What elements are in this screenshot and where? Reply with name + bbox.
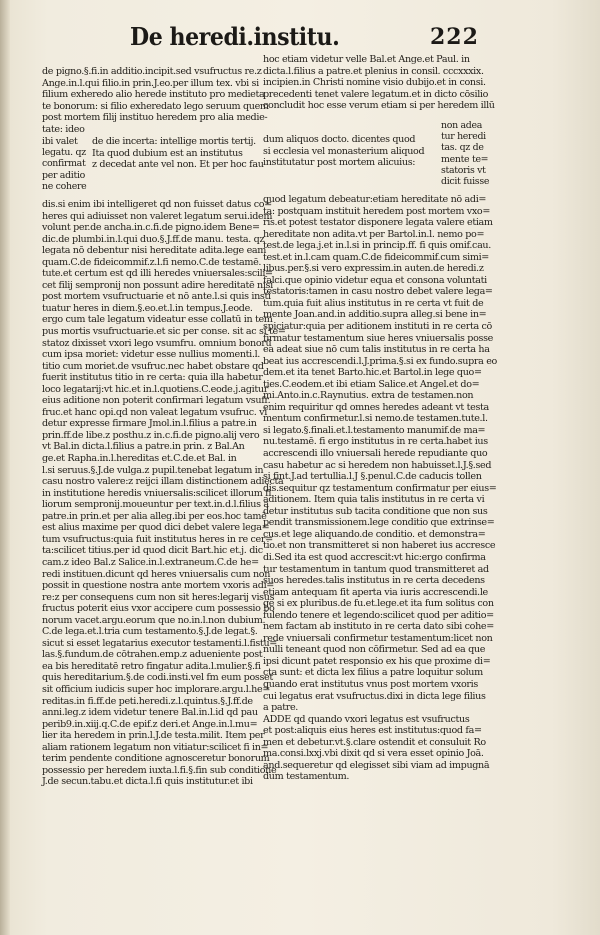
- left-line: C.de lega.et.l.tria cum testamento.§.J.de legat.§.: [42, 626, 258, 638]
- left-line: loco legatarij:vt hic.et in.l.quotiens.C.eode.j.agitur: [42, 383, 268, 395]
- left-line: ta:scilicet titius.per id quod dicit Bart.hic et.j. dic: [42, 545, 263, 557]
- right-line: dicta.l.filius a patre.et plenius in consil. cccxxxix.: [263, 65, 484, 77]
- left-margin-line: per aditio: [42, 169, 86, 181]
- left-line: prin.ff.de libe.z posthu.z in.c.fi.de pigno.alij vero: [42, 429, 260, 441]
- running-head: De heredi.institu.: [130, 22, 340, 51]
- left-line: Ange.in.l.qui filio.in prin.J.eo.per illum tex. vbi si: [42, 77, 259, 89]
- left-line: casu nostro valere:z reijci illam distinctionem adiecta: [42, 476, 284, 488]
- left-line: terim pendente conditione agnosceretur bonorum: [42, 753, 270, 765]
- page-header: [130, 22, 500, 58]
- right-line: men et debetur.vt.§.clare ostendit et consuluit Ro: [263, 736, 486, 748]
- left-line: possit in questione nostra ante mortem vxoris adi=: [42, 580, 274, 592]
- left-line: in institutione heredis vniuersalis:scilicet illorum fi: [42, 487, 272, 499]
- left-line: fuerit institutus titio in re certa: quia illa habetur: [42, 372, 263, 384]
- right-line: rede vniuersali confirmetur testamentum:licet non: [263, 632, 493, 644]
- left-line: fructus poterit eius vxor accipere cum possessio bo: [42, 603, 275, 615]
- left-line: las.§.fundum.de cōtrahen.emp.z adueniente post: [42, 649, 263, 661]
- right-line: detur institutus sub tacita conditione que non sus: [263, 505, 488, 517]
- right-line: cta sunt: et dicta lex filius a patre loquitur solum: [263, 667, 483, 679]
- left-side-line: de die incerta: intellige mortis tertij.: [92, 136, 256, 147]
- right-line: ea adeat siue nō cum talis institutus in re certa ha: [263, 344, 490, 356]
- right-side-line: dum aliquos docto. dicentes quod: [263, 134, 416, 145]
- left-line: pus mortis vsufructuarie.et sic per conse. sit ac si te=: [42, 326, 286, 338]
- left-side-line: Ita quod dubium est an institutus: [92, 147, 243, 159]
- left-line: tate: ideo: [42, 123, 85, 135]
- left-line: heres qui adiuisset non valeret legatum serui.idem: [42, 210, 273, 222]
- right-line: firmatur testamentum siue heres vniuersalis posse: [263, 332, 494, 344]
- left-side-line: z decedat ante vel non. Et per hoc fau: [92, 159, 264, 171]
- right-line: fulendo tenere et legendo:scilicet quod per aditio=: [263, 609, 494, 621]
- right-column-top: [263, 54, 495, 112]
- left-line: eius aditione non poterit confirmari legatum vsufr.: [42, 395, 271, 407]
- right-line: mente Joan.and.in additio.supra alleg.si bene in=: [263, 309, 487, 321]
- right-column-body: [263, 194, 497, 783]
- left-line: te bonorum: si filio exheredato lego seruum quem: [42, 100, 269, 112]
- left-line: quam.C.de fideicommif.z.l.fi nemo.C.de testamē.: [42, 256, 262, 268]
- left-line: anni.leg.z idem videtur tenere Bal.in.l.id qd pau: [42, 707, 258, 719]
- left-line: patre.in prin.et per alia alleg.ibi per eos.hoc tamē: [42, 510, 267, 522]
- right-side-line: institutatur post mortem alicuius:: [263, 157, 416, 169]
- right-line: si legato.§.finali.et.l.testamento manumif.de ma=: [263, 424, 486, 436]
- right-line: ma.consi.lxxj.vbi dixit qd si vera esset opinio Joā.: [263, 748, 484, 760]
- left-line: volunt per.de ancha.in.c.fi.de pigno.idem Bene=: [42, 222, 260, 234]
- right-line: test.et in.l.cam quam.C.de fideicommif.cum simi=: [263, 251, 489, 263]
- right-line: aditionem. Item quia talis institutus in re certa vi: [263, 494, 485, 506]
- left-line: ge.et Rapha.in.l.hereditas et.C.de.et Bal. in: [42, 453, 237, 465]
- right-line: nulli teneant quod non cōfirmetur. Sed ad ea que: [263, 644, 486, 656]
- left-column-top: [42, 66, 269, 135]
- right-line: tio.et non transmitteret si non haberet ius accresce: [263, 540, 496, 552]
- right-margin-line: statoris vt: [441, 164, 486, 176]
- right-line: ge si ex pluribus.de fu.et.lege.et ita fum solitus con: [263, 598, 494, 610]
- left-line: tum vsufructus:quia fuit institutus heres in re cer=: [42, 533, 273, 545]
- right-line: test.de lega.j.et in.l.si in princip.ff. fi quis omif.cau.: [263, 240, 491, 252]
- left-column-side-labels: [42, 136, 86, 192]
- right-line: a patre.: [263, 702, 298, 714]
- left-line: fruc.et hanc opi.qd non valeat legatum vsufruc. vi: [42, 406, 267, 418]
- left-line: dic.de plumbi.in.l.qui duo.§.J.ff.de manu. testa. qz: [42, 233, 265, 245]
- right-line: ties.C.eodem.et ibi etiam Salice.et Angel.et do=: [263, 378, 480, 390]
- left-line: filium exheredo alio herede instituto pro medieta: [42, 89, 265, 101]
- left-line: ergo cum tale legatum videatur esse collatū in tem: [42, 314, 273, 326]
- right-line: ipsi dicunt patet responsio ex his que proxime di=: [263, 655, 491, 667]
- left-line: perib9.in.xiij.q.C.de epif.z deri.et Ange.in.l.mu=: [42, 718, 258, 730]
- left-line: lier ita heredem in prin.l.J.de testa.milit. Item per: [42, 730, 265, 742]
- right-side-line: si ecclesia vel monasterium aliquod: [263, 145, 425, 157]
- left-line: J.de secun.tabu.et dicta.l.fi quis institutur.et ibi: [42, 776, 253, 788]
- left-line: cam.z ideo Bal.z Salice.in.l.extraneum.C.de he=: [42, 556, 259, 568]
- right-line: etiam antequam fit aperta via iuris accrescendi.le: [263, 586, 488, 598]
- right-line: concludit hoc esse verum etiam si per heredem illū: [263, 100, 495, 112]
- left-line: sit officium iudicis super hoc implorare.argu.l.he=: [42, 683, 271, 695]
- right-line: quando erat institutus vnus post mortem vxoris: [263, 678, 478, 690]
- left-margin-line: ibi valet: [42, 136, 78, 147]
- right-line: suos heredes.talis institutus in re certa decedens: [263, 575, 485, 587]
- right-line: si fint.J.ad tertullia.l.J §.penul.C.de caducis tollen: [263, 471, 482, 483]
- right-line: hereditate non adita.vt per Bartol.in.l. nemo po=: [263, 228, 485, 240]
- right-line: hoc etiam videtur velle Bal.et Ange.et Paul. in: [263, 54, 470, 65]
- left-line: cum ipsa moriet: videtur esse nullius momenti.l.: [42, 349, 261, 361]
- right-line: mi.Anto.in.c.Raynutius. extra de testamen.non: [263, 390, 474, 402]
- left-line: legata nō debentur nisi hereditate adita.lege eam: [42, 245, 267, 257]
- left-line: tuatur heres in diem.§.eo.et.l.in tempus.J.eode.: [42, 302, 253, 314]
- right-line: falci.que opinio videtur equa et consona voluntati: [263, 274, 487, 286]
- left-line: reditas.in fi.ff.de peti.heredi.z.l.quintus.§.J.ff.de: [42, 695, 253, 707]
- right-line: et post:aliquis eius heres est institutus:quod fa=: [263, 725, 482, 737]
- left-margin-line: confirmat: [42, 158, 86, 170]
- left-line: re:z per consequens cum non sit heres:legarij visus: [42, 591, 275, 603]
- right-line: libus.per.§.si vero expressim.in auten.de heredi.z: [263, 263, 484, 275]
- left-line: liorum sempronij.moueuntur per text.in.d.l.filius a: [42, 499, 269, 511]
- right-line: and.sequeretur qd elegisset sibi viam ad impugnā: [263, 759, 490, 771]
- folio-number: 222: [430, 24, 479, 50]
- left-line: redi instituen.dicunt qd heres vniuersalis cum non: [42, 568, 271, 580]
- right-line: dem.et ita tenet Barto.hic.et Bartol.in lege quo=: [263, 367, 482, 379]
- right-line: cui legatus erat vsufructus.dixi in dicta lege filius: [263, 690, 486, 702]
- left-line: detur expresse firmare Jmol.in.l.filius a patre.in: [42, 418, 257, 430]
- right-line: casu habetur ac si heredem non habuisset.l.J.§.sed: [263, 459, 492, 471]
- right-margin-line: dicit fuisse: [441, 175, 490, 187]
- left-margin-line: legatu. qz: [42, 147, 86, 159]
- left-line: norum vacet.argu.eorum que no.in.l.non dubium.: [42, 614, 266, 626]
- left-column-side-text: [92, 136, 264, 171]
- right-line: precedenti tenet valere legatum.et in dicto cōsilio: [263, 88, 489, 100]
- left-line: titio cum moriet.de vsufruc.nec habet obstare qd: [42, 360, 264, 372]
- left-margin-line: ne cohere: [42, 180, 87, 192]
- left-line: est alius maxime per quod dici debet valere lega=: [42, 522, 270, 534]
- right-line: accrescendi illo vniuersali herede repudiante quo: [263, 448, 488, 460]
- right-line: beat ius accrescendi.l.J.prima.§.si ex fundo.supra eo: [263, 355, 497, 367]
- left-line: statoz dixisset vxori lego vsumfru. omnium bonorū: [42, 337, 272, 349]
- right-line: mentum confirmetur.l.si nemo.de testamen.tute.l.: [263, 413, 488, 425]
- right-line: incipien.in Christi nomine visio dubijo.et in consi.: [263, 77, 486, 89]
- left-line: post mortem vsufructuarie et nō ante.l.si quis insti: [42, 291, 271, 303]
- right-line: cus.et lege aliquando.de conditio. et demonstra=: [263, 528, 486, 540]
- left-line: aliam rationem legatum non vitiatur:scilicet fi in=: [42, 741, 269, 753]
- right-line: dum testamentum.: [263, 771, 350, 783]
- right-line: spiciatur:quia per aditionem instituti in re certa cō: [263, 321, 492, 333]
- left-line: l.si seruus.§.J.de vulga.z pupil.tenebat legatum in: [42, 464, 264, 476]
- right-line: tur testamentum in tantum quod transmitteret ad: [263, 563, 489, 575]
- book-spine-shadow: [0, 0, 10, 935]
- right-line: tum.quia fuit alius institutus in re certa vt fuit de: [263, 297, 484, 309]
- right-margin-line: tas. qz de: [441, 142, 484, 154]
- right-line: di.Sed ita est quod accrescit:vt hic:ergo confirma: [263, 551, 486, 563]
- left-line: quis hereditarium.§.de codi.insti.vel fm eum posset: [42, 672, 273, 684]
- right-line: nu.testamē. fi ergo institutus in re certa.habet ius: [263, 436, 488, 448]
- right-margin-line: non adea: [441, 120, 483, 131]
- right-line: ADDE qd quando vxori legatus est vsufructus: [263, 713, 470, 725]
- right-line: quod legatum debeatur:etiam hereditate nō adi=: [263, 194, 487, 205]
- left-line: de pigno.§.fi.in additio.incipit.sed vsufructus re.z: [42, 66, 262, 77]
- right-line: pendit transmissionem.lege conditio que extrinse=: [263, 517, 495, 529]
- right-line: ta: postquam instituit heredem post mortem vxo=: [263, 205, 491, 217]
- right-column-side-labels: [441, 120, 489, 187]
- left-column-body: [42, 199, 286, 788]
- right-line: testatoris:tamen in casu nostro debet valere lega=: [263, 286, 493, 298]
- left-line: possessio per heredem iuxta.l.fi.§.fin sub conditione: [42, 764, 277, 776]
- left-line: dis.si enim ibi intelligeret qd non fuisset datus co=: [42, 199, 272, 210]
- left-line: ea bis hereditatē retro fingatur adita.l.mulier.§.fi: [42, 660, 261, 672]
- left-line: sicut si esset legatarius executor testamenti.l.fistu=: [42, 637, 277, 649]
- left-line: cet filij sempronij non possunt adire hereditatē nisi: [42, 279, 273, 291]
- left-line: tute.et certum est qd illi heredes vniuersales:scili=: [42, 268, 273, 280]
- left-line: vt Bal.in dicta.l.filius a patre.in prin. z Bal.An: [42, 441, 245, 453]
- right-line: ris.et potest testator disponere legata valere etiam: [263, 217, 493, 229]
- right-margin-line: mente te=: [441, 153, 489, 165]
- right-margin-line: tur heredi: [441, 131, 486, 143]
- right-column-side-text: [263, 134, 439, 169]
- right-line: dis.sequitur qz testamentum confirmatur per eius=: [263, 482, 497, 494]
- right-line: nem factam ab instituto in re certa dato sibi cohe=: [263, 621, 494, 633]
- right-line: enim requiritur qd omnes heredes adeant vt testa: [263, 401, 489, 413]
- left-line: post mortem filij instituo heredem pro alia medie-: [42, 112, 268, 124]
